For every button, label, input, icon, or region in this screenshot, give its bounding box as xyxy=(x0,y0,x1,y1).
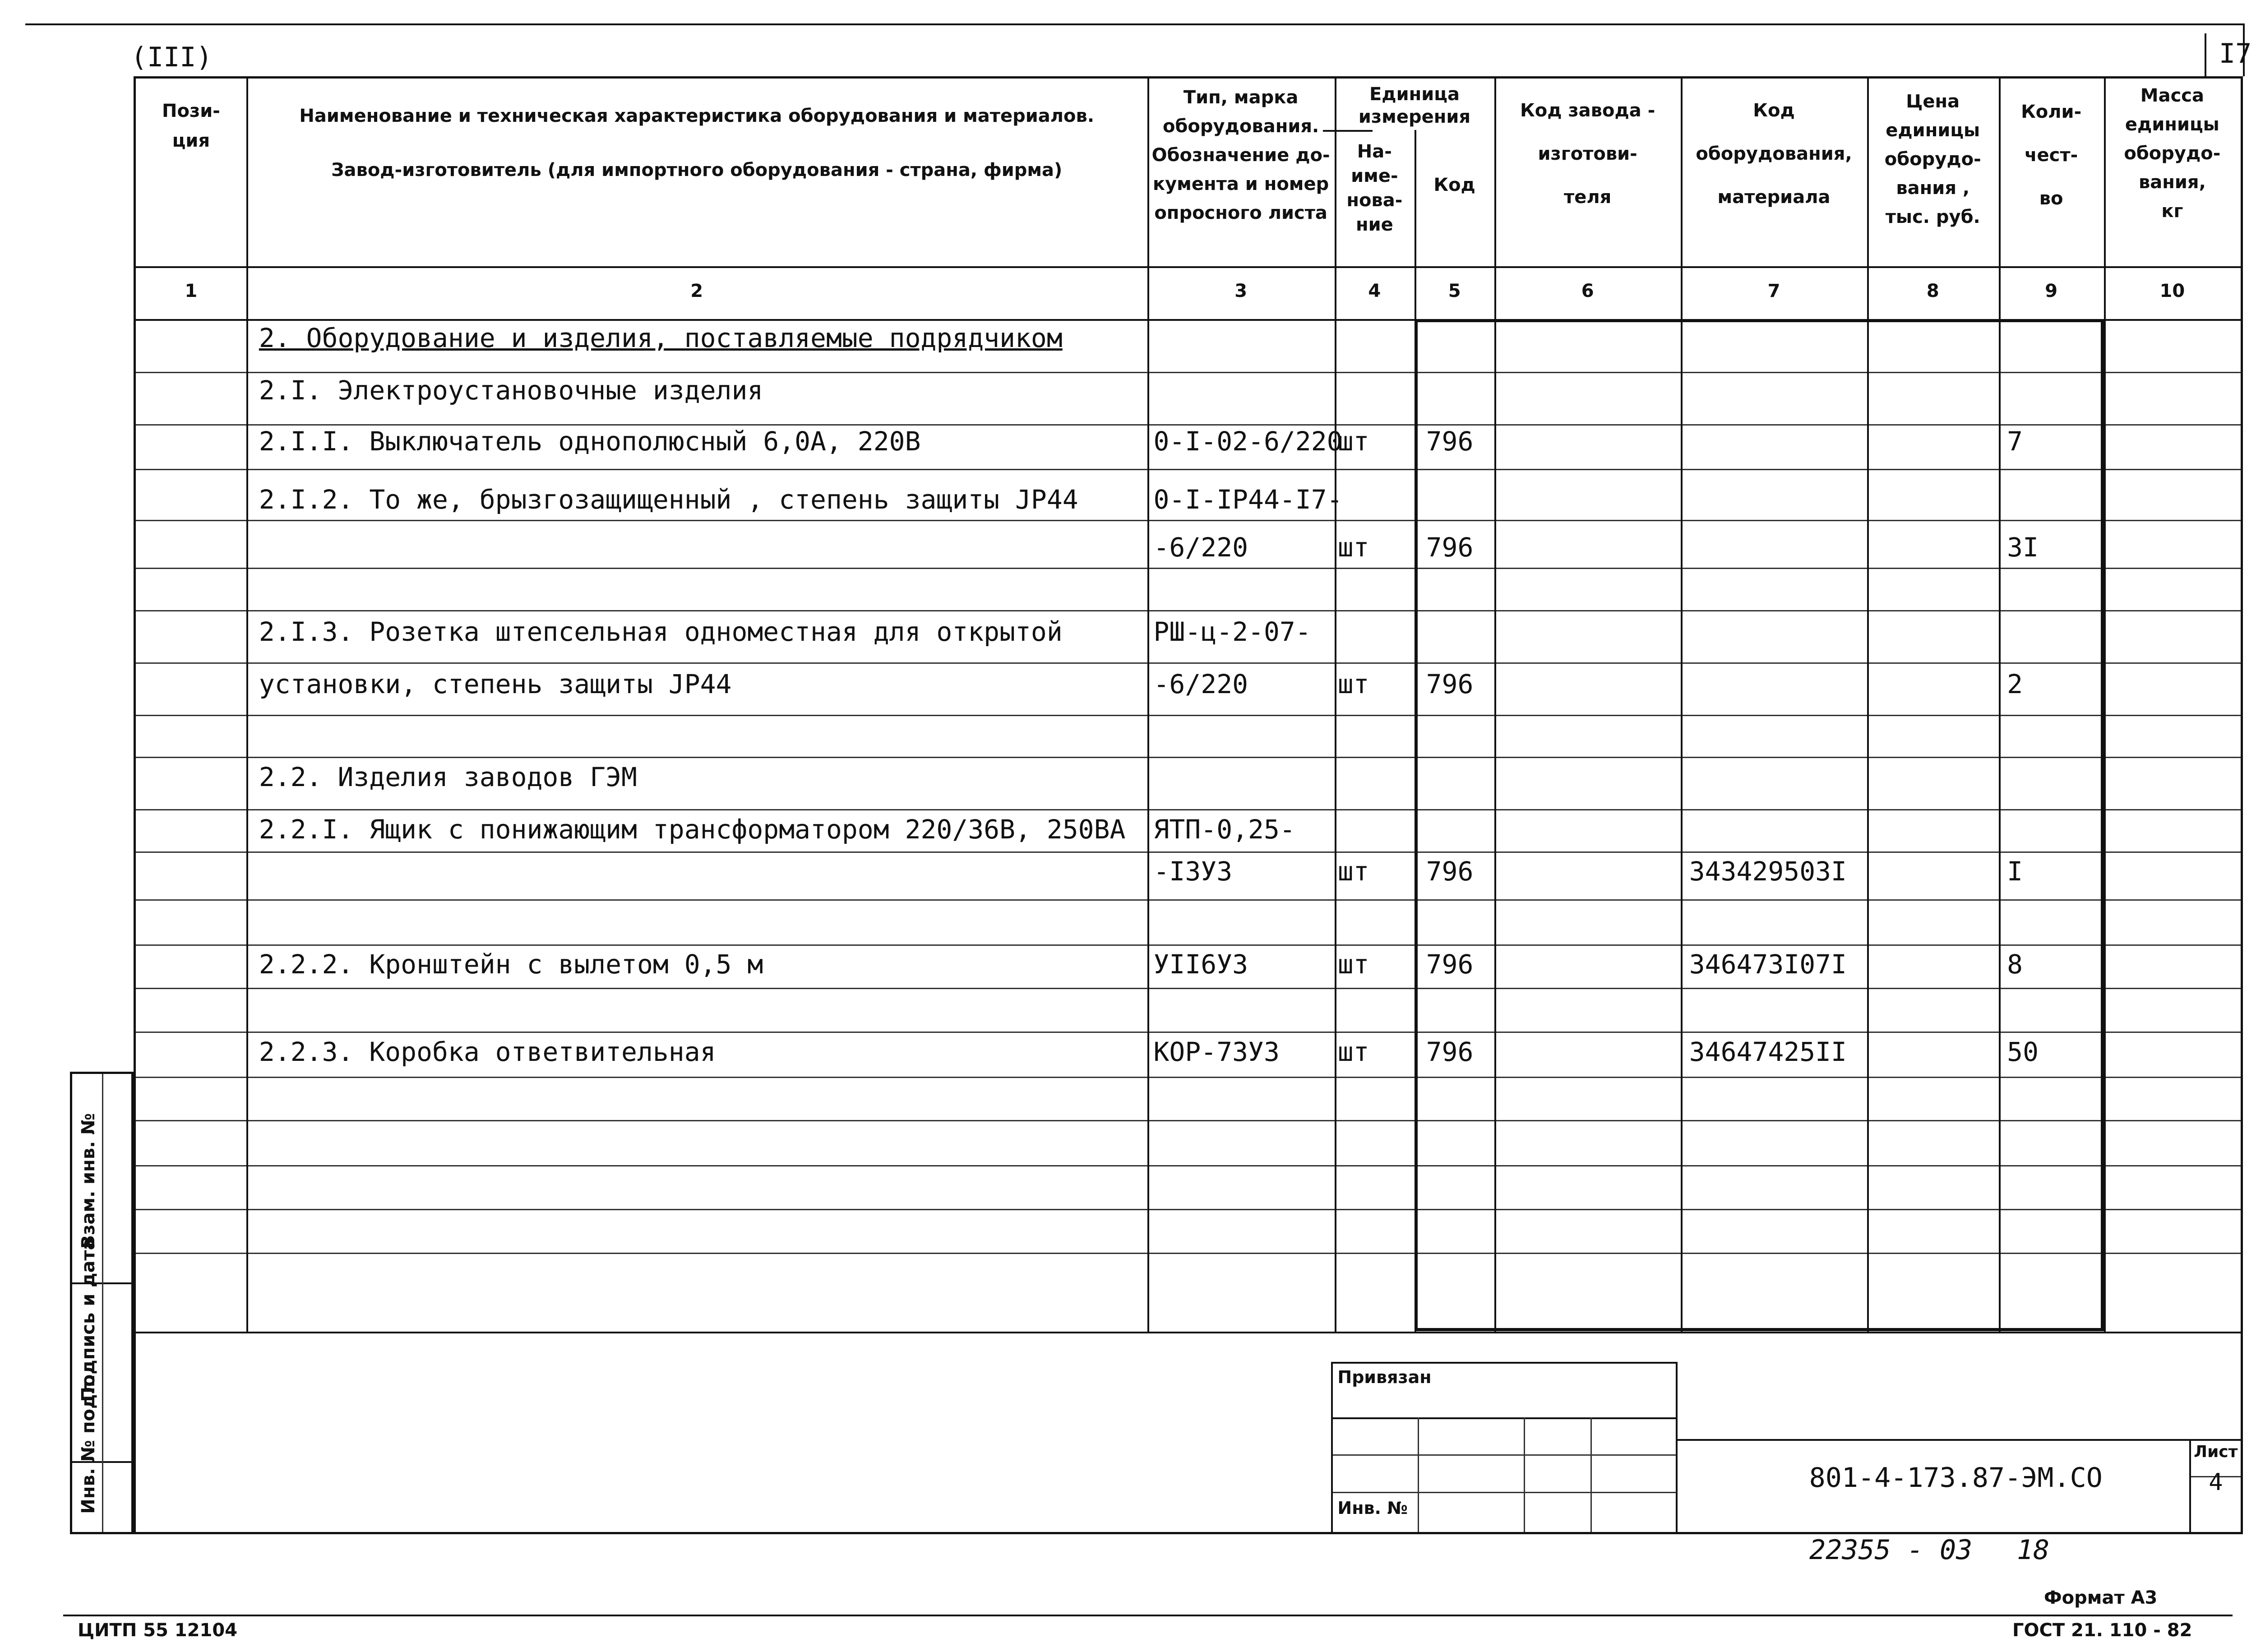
sheet-label: Лист xyxy=(2194,1443,2238,1462)
archive-number: 22355 - 03 xyxy=(1809,1534,1973,1566)
row-material-code: 346473I07I xyxy=(1689,949,1847,980)
row-name: 2.2.2. Кронштейн с вылетом 0,5 м xyxy=(259,949,763,980)
row-unit: шт xyxy=(1337,856,1369,887)
page-number: I7 xyxy=(2219,38,2252,69)
row-type: -I3У3 xyxy=(1153,856,1233,887)
row-unit-code: 796 xyxy=(1426,949,1474,980)
replaced-inv-label: Взам. инв. № xyxy=(78,1113,99,1249)
row-type: -6/220 xyxy=(1153,668,1248,699)
row-unit: шт xyxy=(1337,668,1369,699)
row-unit-code: 796 xyxy=(1426,532,1474,563)
copy-number: 18 xyxy=(2017,1534,2050,1566)
header-material-code: Код оборудования, материала xyxy=(1696,100,1852,208)
row-name: 2.2.3. Коробка ответвительная xyxy=(259,1036,716,1067)
bound-label: Привязан xyxy=(1337,1367,1432,1387)
column-number: 1 xyxy=(185,280,198,301)
row-name: установки, степень защиты JР44 xyxy=(259,668,732,699)
standard-label: ГОСТ 21. 110 - 82 xyxy=(2012,1620,2192,1641)
row-unit-code: 796 xyxy=(1426,1036,1474,1067)
column-number: 4 xyxy=(1368,280,1381,301)
sheet-cell xyxy=(2189,1439,2241,1532)
column-number: 8 xyxy=(1926,280,1939,301)
row-quantity: I xyxy=(2007,856,2023,887)
row-name: 2.I.3. Розетка штепсельная одноместная для открытой xyxy=(259,616,1063,647)
header-type: Тип, марка оборудования. Обозначение до- кумента и номер опросного листа xyxy=(1151,87,1330,223)
inv-label: Инв. № xyxy=(1337,1498,1408,1518)
column-number: 9 xyxy=(2045,280,2058,301)
row-quantity: 3I xyxy=(2007,532,2039,563)
row-name: 2.I.2. То же, брызгозащищенный , степень защиты JР44 xyxy=(259,484,1078,515)
row-material-code: 343429503I xyxy=(1689,856,1847,887)
row-name: 2.I.I. Выключатель однополюсный 6,0А, 220В xyxy=(259,426,921,457)
row-quantity: 8 xyxy=(2007,949,2023,980)
inv-original-label: Инв. № подл. xyxy=(78,1374,99,1514)
section-mark: (III) xyxy=(131,42,213,73)
header-quantity: Коли- чест- во xyxy=(2021,101,2082,209)
column-number: 5 xyxy=(1448,280,1461,301)
row-type: 0-I-02-6/220 xyxy=(1153,426,1343,457)
row-type: ЯТП-0,25- xyxy=(1153,814,1295,845)
format-label: Формат А3 xyxy=(2044,1587,2158,1608)
footer-left: ЦИТП 55 12104 xyxy=(78,1620,238,1641)
row-unit-code: 796 xyxy=(1426,426,1474,457)
specification-table xyxy=(134,76,2243,1534)
row-name: 2. Оборудование и изделия, поставляемые подрядчиком xyxy=(259,323,1063,354)
row-type: РШ-ц-2-07- xyxy=(1153,616,1311,647)
sheet-number: 4 xyxy=(2209,1468,2223,1496)
bound-stamp xyxy=(1331,1362,1676,1532)
row-unit: шт xyxy=(1337,1036,1369,1067)
row-unit: шт xyxy=(1337,532,1369,563)
row-unit: шт xyxy=(1337,426,1369,457)
signature-date-label: Подпись и дата xyxy=(78,1238,99,1402)
row-quantity: 7 xyxy=(2007,426,2023,457)
header-unit-name: На- име- нова- ние xyxy=(1346,141,1403,236)
column-number: 2 xyxy=(690,280,703,301)
row-unit-code: 796 xyxy=(1426,856,1474,887)
row-unit-code: 796 xyxy=(1426,668,1474,699)
row-name: 2.2.I. Ящик с понижающим трансформатором 220/36В, 250ВА xyxy=(259,814,1126,845)
column-number: 7 xyxy=(1767,280,1780,301)
header-unit-group: Единица измерения xyxy=(1358,83,1471,127)
row-quantity: 50 xyxy=(2007,1036,2039,1067)
row-material-code: 34647425II xyxy=(1689,1036,1847,1067)
header-name: Наименование и техническая характеристика оборудования и материалов. Завод-изготовитель (для импортного оборудования - страна, фирма) xyxy=(299,105,1095,180)
row-type: УII6У3 xyxy=(1153,949,1248,980)
header-factory-code: Код завода - изготови- теля xyxy=(1520,100,1655,208)
column-number: 3 xyxy=(1234,280,1248,301)
header-unit-code: Код xyxy=(1433,174,1475,195)
row-quantity: 2 xyxy=(2007,668,2023,699)
column-number: 6 xyxy=(1581,280,1594,301)
row-type: 0-I-IР44-I7- xyxy=(1153,484,1343,515)
row-name: 2.I. Электроустановочные изделия xyxy=(259,375,763,406)
header-position: Пози- ция xyxy=(162,100,220,151)
row-name: 2.2. Изделия заводов ГЭМ xyxy=(259,761,637,792)
row-type: КОР-73У3 xyxy=(1153,1036,1280,1067)
document-code: 801-4-173.87-ЭМ.СО xyxy=(1809,1462,2103,1494)
header-unit-mass: Масса единицы оборудо- вания, кг xyxy=(2124,85,2221,222)
column-number: 10 xyxy=(2159,280,2185,301)
row-unit: шт xyxy=(1337,949,1369,980)
header-unit-price: Цена единицы оборудо- вания , тыс. руб. xyxy=(1884,91,1981,228)
row-type: -6/220 xyxy=(1153,532,1248,563)
